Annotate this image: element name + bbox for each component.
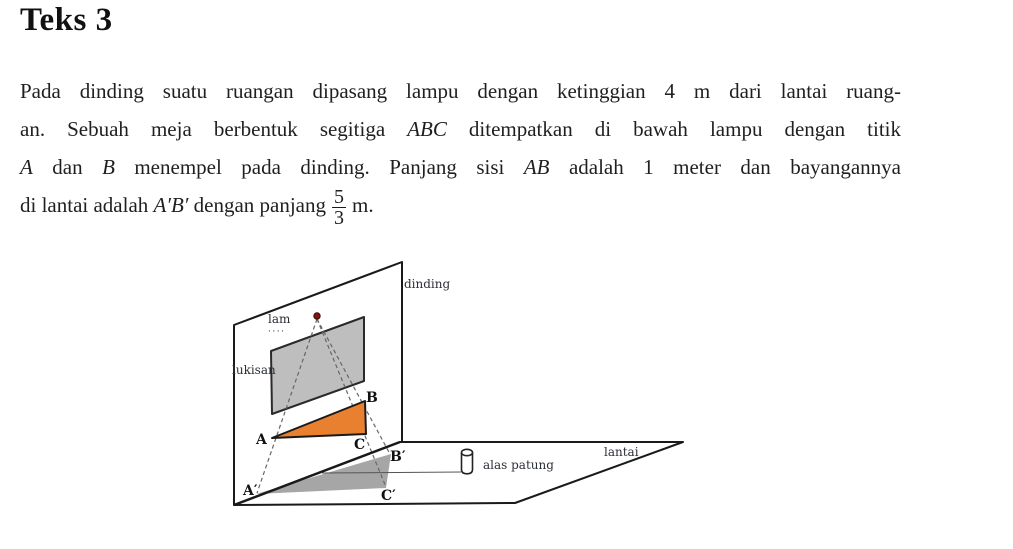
page-title: Teks 3 xyxy=(20,2,113,38)
pedestal-label: alas patung xyxy=(483,458,554,472)
vertex-A-shadow-label: A′ xyxy=(243,483,258,499)
painting-label: lukisan xyxy=(232,363,276,377)
geometry-diagram xyxy=(225,255,695,515)
math-ABC: ABC xyxy=(407,117,447,141)
text-run: m. xyxy=(352,193,374,217)
cylinder-top xyxy=(462,449,473,455)
vertex-A-label: A xyxy=(256,432,267,448)
math-A: A xyxy=(20,155,33,179)
lamp-dot xyxy=(314,313,320,319)
text-run: dan xyxy=(32,155,103,179)
math-AB: AB xyxy=(523,155,550,179)
vertex-C-shadow-label: C′ xyxy=(381,488,396,504)
lamp-label: lam xyxy=(268,312,291,326)
fraction-five-thirds xyxy=(332,187,346,228)
fraction-denominator: 3 xyxy=(334,206,344,229)
vertex-B-shadow-label: B′ xyxy=(390,449,406,465)
pedestal-cylinder xyxy=(462,449,473,474)
text-run: dengan panjang xyxy=(188,193,326,217)
text-run: an. Sebuah meja berbentuk segitiga xyxy=(20,117,408,141)
text-run: menempel pada dinding. Panjang sisi xyxy=(114,155,524,179)
lamp-label-hidden-part: ···· xyxy=(268,327,286,337)
paragraph-line-2 xyxy=(20,110,901,148)
paragraph-line-1 xyxy=(20,72,901,110)
fraction-numerator: 5 xyxy=(334,185,344,208)
text-run: Pada dinding suatu ruangan dipasang lampu dengan ketinggian 4 m dari lantai ruang- xyxy=(20,79,901,103)
vertex-C-label: C xyxy=(354,437,366,453)
problem-text xyxy=(20,72,901,228)
floor-label: lantai xyxy=(604,445,639,459)
text-run: adalah 1 meter dan bayangannya xyxy=(549,155,901,179)
wall-label: dinding xyxy=(404,277,451,291)
text-run: di lantai adalah xyxy=(20,193,154,217)
paragraph-line-4 xyxy=(20,186,901,228)
vertex-B-label: B xyxy=(366,390,378,406)
paragraph-line-3 xyxy=(20,148,901,186)
math-B: B xyxy=(102,155,115,179)
math-A-prime-B-prime: A′B′ xyxy=(153,193,189,217)
text-run: ditempatkan di bawah lampu dengan titik xyxy=(446,117,901,141)
